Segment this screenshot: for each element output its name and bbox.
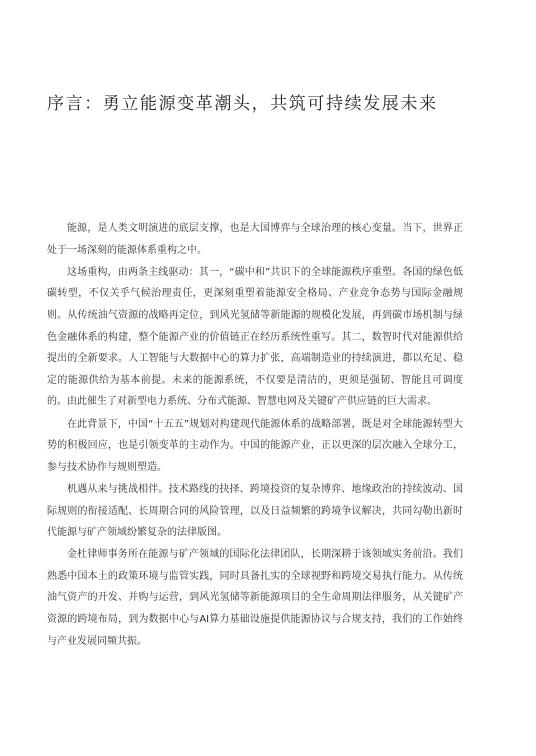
preface-paragraph-5: 金杜律师事务所在能源与矿产领域的国际化法律团队，长期深耕于该领域实务前沿。我们熟悉中国本土的政策环境与监管实践，同时具备扎实的全球视野和跨境交易执行能力。从传统油气资产的开发、并购与运营，到风光氢储等新能源项目的全生命周期法律服务，从关键矿产资源的跨境布局，到为数据中心与AI算力基础设施提供能源协议与合规支持，我们的工作始终与产业发展同频共振。: [47, 549, 463, 647]
preface-paragraph-4: 机遇从来与挑战相伴。技术路线的抉择、跨境投资的复杂博弈、地缘政治的持续波动、国际规则的衔接适配、长周期合同的风险管理，以及日益频繁的跨境争议解决，共同勾勒出新时代能源与矿产领域纷繁复杂的法律版图。: [47, 483, 463, 539]
preface-body: [47, 218, 463, 652]
preface-paragraph-2: 这场重构，由两条主线驱动：其一，“碳中和”共识下的全球能源秩序重塑。各国的绿色低碳转型，不仅关乎气候治理责任，更深刻重塑着能源安全格局、产业竞争态势与国际金融规则。从传统油气资源的战略再定位，到风光氢储等新能源的规模化发展，再到碳市场机制与绿色金融体系的构建，整个能源产业的价值链正在经历系统性重写。其二，数智时代对能源供给提出的全新要求。人工智能与大数据中心的算力扩张，高端制造业的持续演进，都以充足、稳定的能源供给为基本前提。未来的能源系统，不仅要是清洁的，更须是强韧、智能且可调度的。由此催生了对新型电力系统、分布式能源、智慧电网及关键矿产供应链的巨大需求。: [47, 266, 463, 408]
preface-paragraph-3: 在此背景下，中国“十五五”规划对构建现代能源体系的战略部署，既是对全球能源转型大势的积极回应，也是引领变革的主动作为。中国的能源产业，正以更深的层次融入全球分工，参与技术协作与规则塑造。: [47, 418, 463, 473]
preface-title: 序言：勇立能源变革潮头，共筑可持续发展未来: [47, 94, 438, 114]
preface-paragraph-1: 能源，是人类文明演进的底层支撑，也是大国博弈与全球治理的核心变量。当下，世界正处于一场深刻的能源体系重构之中。: [47, 223, 463, 256]
